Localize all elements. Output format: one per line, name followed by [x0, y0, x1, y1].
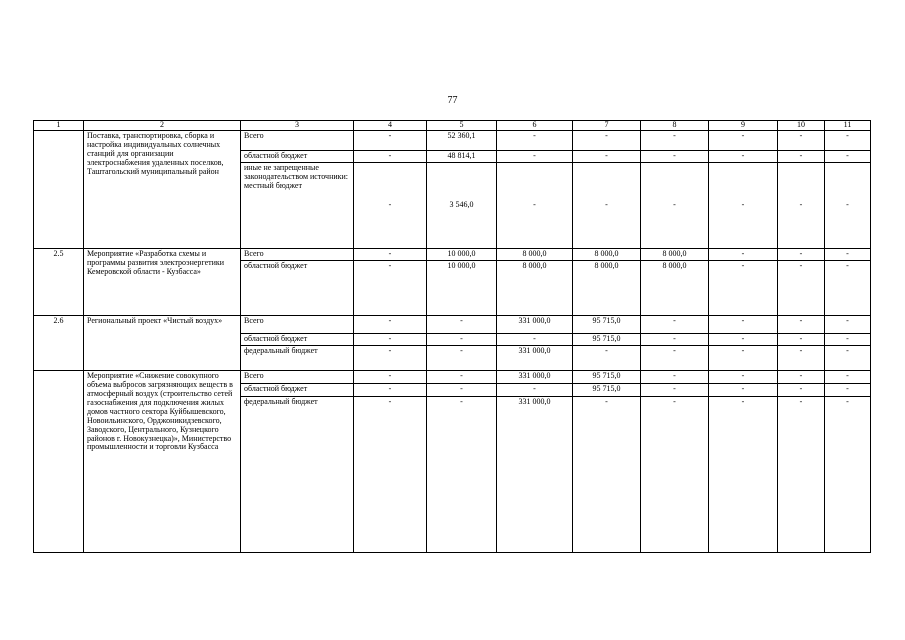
value-cell: 95 715,0 — [573, 333, 641, 345]
col-header: 4 — [354, 121, 427, 131]
value-cell: - — [641, 162, 709, 248]
value-cell: - — [427, 315, 497, 333]
value-cell: - — [354, 151, 427, 163]
value-cell: - — [825, 383, 871, 396]
value-cell: - — [825, 396, 871, 552]
value-cell: - — [825, 315, 871, 333]
value-cell: - — [709, 315, 778, 333]
row-number: 2.6 — [34, 315, 84, 370]
value-cell: 8 000,0 — [573, 248, 641, 260]
table-row — [34, 131, 871, 151]
value-cell: - — [709, 260, 778, 315]
value-cell: - — [427, 383, 497, 396]
funding-source: областной бюджет — [241, 333, 354, 345]
funding-source: Всего — [241, 131, 354, 151]
value-cell: - — [778, 315, 825, 333]
value-cell: - — [709, 333, 778, 345]
value-cell: - — [825, 131, 871, 151]
value-cell: - — [354, 315, 427, 333]
table-row — [34, 315, 871, 333]
col-header: 11 — [825, 121, 871, 131]
value-cell: 52 360,1 — [427, 131, 497, 151]
value-cell: - — [709, 248, 778, 260]
value-cell: - — [825, 248, 871, 260]
value-cell: - — [709, 396, 778, 552]
value-cell: - — [354, 248, 427, 260]
col-header: 2 — [84, 121, 241, 131]
value-cell: - — [778, 383, 825, 396]
value-cell: - — [709, 131, 778, 151]
budget-table — [33, 120, 871, 553]
value-cell: - — [354, 162, 427, 248]
value-cell: 10 000,0 — [427, 248, 497, 260]
col-header: 6 — [497, 121, 573, 131]
measure-name: Региональный проект «Чистый воздух» — [84, 315, 241, 370]
col-header: 8 — [641, 121, 709, 131]
value-cell: - — [497, 151, 573, 163]
col-header: 7 — [573, 121, 641, 131]
value-cell: - — [354, 333, 427, 345]
value-cell: 8 000,0 — [641, 260, 709, 315]
value-cell: 95 715,0 — [573, 315, 641, 333]
value-cell: - — [573, 396, 641, 552]
value-cell: - — [573, 151, 641, 163]
value-cell: - — [641, 396, 709, 552]
table-row — [34, 248, 871, 260]
value-cell: - — [778, 370, 825, 383]
row-number — [34, 131, 84, 249]
value-cell: - — [427, 370, 497, 383]
value-cell: - — [641, 131, 709, 151]
value-cell: 331 000,0 — [497, 370, 573, 383]
col-header: 9 — [709, 121, 778, 131]
funding-source: иные не запрещенные законодательством источники: местный бюджет — [241, 162, 354, 248]
value-cell: - — [825, 260, 871, 315]
value-cell: - — [354, 131, 427, 151]
value-cell: - — [709, 345, 778, 370]
row-number — [34, 370, 84, 552]
row-number: 2.5 — [34, 248, 84, 315]
value-cell: - — [354, 396, 427, 552]
value-cell: - — [778, 396, 825, 552]
value-cell: 95 715,0 — [573, 370, 641, 383]
value-cell: - — [778, 162, 825, 248]
value-cell: - — [825, 151, 871, 163]
col-header: 10 — [778, 121, 825, 131]
value-cell: - — [354, 383, 427, 396]
value-cell: - — [497, 131, 573, 151]
value-cell: - — [641, 151, 709, 163]
value-cell: - — [825, 333, 871, 345]
col-header: 1 — [34, 121, 84, 131]
value-cell: - — [778, 151, 825, 163]
funding-source: федеральный бюджет — [241, 396, 354, 552]
value-cell: - — [641, 383, 709, 396]
value-cell: - — [354, 345, 427, 370]
funding-source: Всего — [241, 370, 354, 383]
value-cell: - — [825, 345, 871, 370]
funding-source: Всего — [241, 315, 354, 333]
value-cell: - — [427, 345, 497, 370]
value-cell: - — [641, 315, 709, 333]
value-cell: - — [778, 248, 825, 260]
col-header: 5 — [427, 121, 497, 131]
value-cell: - — [778, 131, 825, 151]
measure-name: Мероприятие «Снижение совокупного объема выбросов загрязняющих веществ в атмосферный воздух (строительство сетей газоснабжения для подключения жилых домов частного сектора Куйбышевского, Новоильинского, Орджоникидзевского, Заводского, Центрального, Кузнецкого районов г. Новокузнецка)», Министерство промышленности и торговли Кузбасса — [84, 370, 241, 552]
value-cell: - — [354, 370, 427, 383]
value-cell: - — [573, 345, 641, 370]
value-cell: 8 000,0 — [497, 248, 573, 260]
column-number-row — [34, 121, 871, 131]
funding-source: областной бюджет — [241, 383, 354, 396]
value-cell: - — [825, 370, 871, 383]
value-cell: - — [573, 131, 641, 151]
value-cell: 48 814,1 — [427, 151, 497, 163]
value-cell: 95 715,0 — [573, 383, 641, 396]
value-cell: - — [778, 333, 825, 345]
value-cell: 8 000,0 — [497, 260, 573, 315]
page-number: 77 — [447, 95, 458, 106]
col-header: 3 — [241, 121, 354, 131]
value-cell: - — [778, 260, 825, 315]
value-cell: - — [641, 370, 709, 383]
value-cell: - — [641, 333, 709, 345]
value-cell: 10 000,0 — [427, 260, 497, 315]
value-cell: - — [641, 345, 709, 370]
value-cell: 331 000,0 — [497, 345, 573, 370]
value-cell: - — [709, 383, 778, 396]
value-cell: - — [354, 260, 427, 315]
measure-name: Мероприятие «Разработка схемы и программы развития электроэнергетики Кемеровской области - Кузбасса» — [84, 248, 241, 315]
value-cell: - — [427, 333, 497, 345]
measure-name: Поставка, транспортировка, сборка и настройка индивидуальных солнечных станций для организации электроснабжения удаленных поселков, Таштагольский муниципальный район — [84, 131, 241, 249]
value-cell: - — [573, 162, 641, 248]
value-cell: - — [709, 151, 778, 163]
value-cell: 8 000,0 — [641, 248, 709, 260]
value-cell: - — [497, 383, 573, 396]
value-cell: - — [709, 162, 778, 248]
value-cell: - — [778, 345, 825, 370]
funding-source: областной бюджет — [241, 151, 354, 163]
value-cell: 331 000,0 — [497, 396, 573, 552]
value-cell: - — [497, 333, 573, 345]
value-cell: 331 000,0 — [497, 315, 573, 333]
funding-source: областной бюджет — [241, 260, 354, 315]
value-cell: - — [497, 162, 573, 248]
value-cell: 3 546,0 — [427, 162, 497, 248]
funding-source: Всего — [241, 248, 354, 260]
table-row — [34, 370, 871, 383]
value-cell: 8 000,0 — [573, 260, 641, 315]
funding-source: федеральный бюджет — [241, 345, 354, 370]
value-cell: - — [709, 370, 778, 383]
value-cell: - — [427, 396, 497, 552]
value-cell: - — [825, 162, 871, 248]
